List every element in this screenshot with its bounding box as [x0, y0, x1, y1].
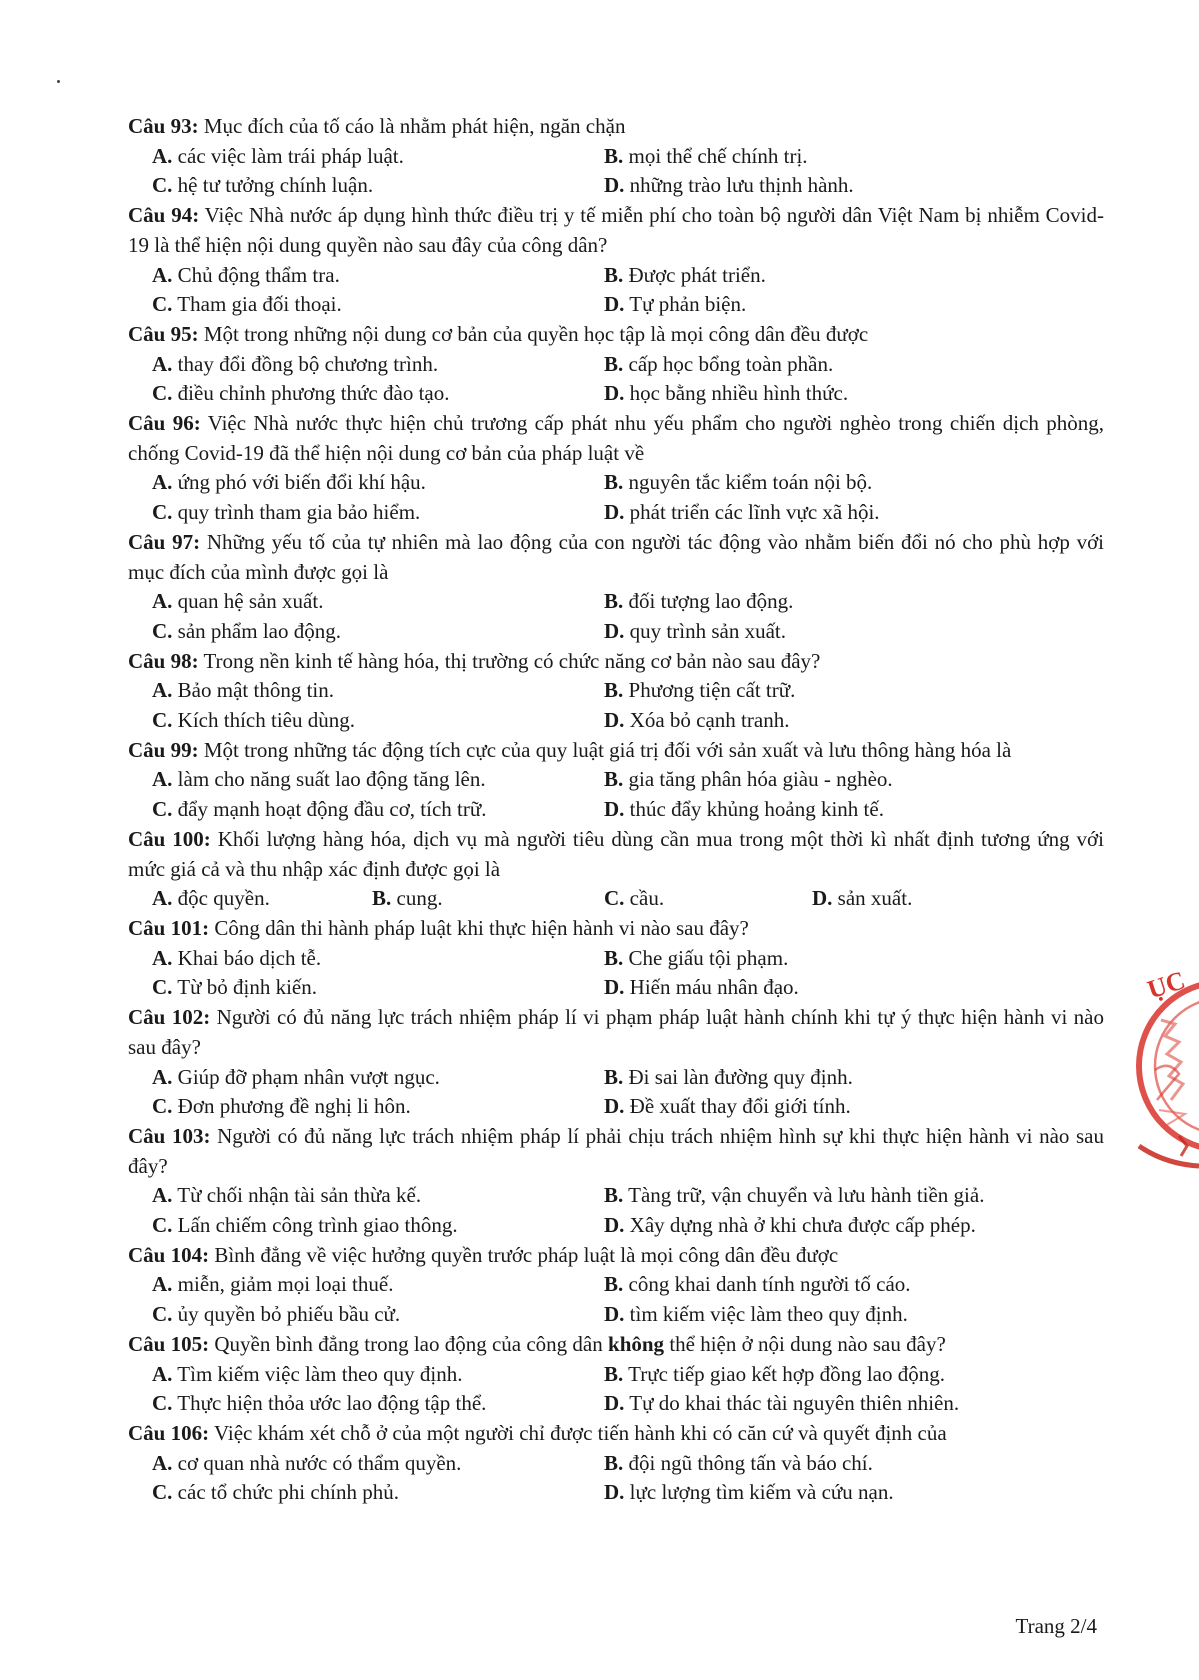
answer-option — [152, 765, 604, 795]
answer-option — [152, 498, 604, 528]
answer-option — [152, 1211, 604, 1241]
option-letter: C. — [152, 618, 173, 643]
option-letter: D. — [604, 797, 625, 822]
option-text: thúc đẩy khủng hoảng kinh tế. — [629, 797, 884, 822]
option-text: cầu. — [629, 886, 665, 911]
option-text: cấp học bổng toàn phần. — [628, 351, 834, 376]
option-letter: C. — [604, 886, 625, 911]
option-text: Khai báo dịch tễ. — [177, 945, 322, 970]
answer-option — [152, 1389, 604, 1419]
option-letter: C. — [152, 292, 173, 317]
answer-options — [128, 1270, 1104, 1329]
option-letter: D. — [604, 1094, 625, 1119]
answer-options — [128, 1063, 1104, 1122]
option-letter: A. — [152, 886, 173, 911]
question-stem — [128, 1419, 1104, 1449]
answer-option — [372, 884, 604, 914]
option-text: Thực hiện thỏa ước lao động tập thể. — [177, 1391, 487, 1416]
question-text: Người có đủ năng lực trách nhiệm pháp lí vi phạm pháp luật hành chính khi tự ý thực hiện hành vi nào sau đây? — [128, 1005, 1104, 1059]
option-text: Phương tiện cất trữ. — [628, 678, 796, 703]
answer-option — [152, 706, 604, 736]
option-letter: B. — [604, 1272, 624, 1297]
option-letter: D. — [604, 1213, 625, 1238]
option-text: ủy quyền bỏ phiếu bầu cử. — [177, 1302, 401, 1327]
answer-option — [152, 468, 604, 498]
answer-option — [604, 587, 1056, 617]
option-text: đẩy mạnh hoạt động đầu cơ, tích trữ. — [177, 797, 487, 822]
answer-option — [152, 795, 604, 825]
scan-speck — [57, 80, 60, 83]
option-text: các tổ chức phi chính phủ. — [177, 1480, 399, 1505]
option-letter: A. — [152, 945, 173, 970]
question-block — [128, 320, 1104, 409]
option-letter: D. — [604, 1480, 625, 1505]
question-text: Mục đích của tố cáo là nhằm phát hiện, ngăn chặn — [203, 114, 626, 138]
question-keyword: không — [608, 1331, 665, 1356]
question-stem — [128, 825, 1104, 884]
answer-options — [128, 1360, 1104, 1419]
answer-option — [152, 290, 604, 320]
answer-option — [604, 884, 812, 914]
answer-option — [604, 795, 1056, 825]
option-letter: A. — [152, 143, 173, 168]
question-block — [128, 914, 1104, 1003]
option-letter: B. — [604, 1361, 624, 1386]
answer-option — [604, 468, 1056, 498]
answer-option — [152, 1270, 604, 1300]
question-sheet — [128, 112, 1104, 1508]
answer-option — [604, 261, 1056, 291]
question-block — [128, 1122, 1104, 1241]
answer-options — [128, 468, 1104, 527]
option-letter: D. — [604, 292, 625, 317]
option-letter: C. — [152, 381, 173, 406]
option-text: quy trình tham gia bảo hiểm. — [177, 500, 421, 525]
option-letter: D. — [604, 708, 625, 733]
answer-option — [152, 1478, 604, 1508]
answer-option — [152, 1181, 604, 1211]
question-stem — [128, 1330, 1104, 1360]
option-text: Bảo mật thông tin. — [177, 678, 334, 703]
option-text: những trào lưu thịnh hành. — [629, 173, 854, 198]
option-letter: A. — [152, 470, 173, 495]
answer-options — [128, 884, 1104, 914]
question-stem — [128, 201, 1104, 260]
question-block — [128, 112, 1104, 201]
option-text: Hiến máu nhân đạo. — [629, 975, 799, 1000]
option-letter: B. — [604, 1064, 624, 1089]
answer-option — [152, 142, 604, 172]
option-text: Xây dựng nhà ở khi chưa được cấp phép. — [629, 1213, 976, 1238]
question-text: Khối lượng hàng hóa, dịch vụ mà người tiêu dùng cần mua trong một thời kì nhất định tương ứng với mức giá cả và thu nhập xác định được gọi là — [128, 826, 1104, 881]
question-text: Những yếu tố của tự nhiên mà lao động của con người tác động vào nhằm biến đổi nó cho phù hợp với mục đích của mình được gọi là — [128, 529, 1105, 584]
question-text: Việc Nhà nước áp dụng hình thức điều trị y tế miễn phí cho toàn bộ người dân Việt Nam bị nhiễm Covid-19 là thể hiện nội dung quyền nào sau đây của công dân? — [128, 203, 1104, 257]
option-letter: B. — [604, 143, 624, 168]
question-block — [128, 201, 1104, 320]
option-letter: D. — [604, 1302, 625, 1327]
answer-option — [604, 765, 1056, 795]
question-number: Câu 101: — [128, 915, 210, 940]
question-block — [128, 528, 1104, 647]
answer-option — [604, 498, 1056, 528]
answer-option — [152, 617, 604, 647]
option-letter: B. — [604, 1183, 624, 1208]
option-text: gia tăng phân hóa giàu - nghèo. — [628, 767, 893, 792]
question-stem — [128, 1003, 1104, 1062]
option-letter: D. — [604, 1391, 625, 1416]
option-text: quan hệ sản xuất. — [177, 589, 324, 614]
question-text: Một trong những nội dung cơ bản của quyền học tập là mọi công dân đều được — [203, 321, 869, 346]
question-number: Câu 97: — [128, 529, 201, 554]
answer-option — [152, 1449, 604, 1479]
answer-option — [152, 944, 604, 974]
option-text: Lấn chiếm công trình giao thông. — [177, 1213, 458, 1238]
question-text: Bình đẳng về việc hưởng quyền trước pháp luật là mọi công dân đều được — [214, 1242, 839, 1267]
answer-option — [604, 1389, 1056, 1419]
option-letter: C. — [152, 1094, 173, 1119]
option-letter: A. — [152, 678, 173, 703]
option-text: phát triển các lĩnh vực xã hội. — [629, 500, 880, 525]
answer-option — [604, 1181, 1056, 1211]
option-text: cung. — [396, 886, 443, 911]
answer-option — [604, 290, 1056, 320]
option-text: Chủ động thẩm tra. — [177, 262, 340, 287]
question-stem — [128, 320, 1104, 350]
question-number: Câu 100: — [128, 826, 211, 851]
option-letter: A. — [152, 1272, 173, 1297]
option-text: cơ quan nhà nước có thẩm quyền. — [177, 1450, 462, 1475]
question-number: Câu 96: — [128, 411, 201, 436]
option-letter: A. — [152, 1450, 173, 1475]
option-text: làm cho năng suất lao động tăng lên. — [177, 767, 486, 792]
option-text: Tự phản biện. — [629, 292, 747, 317]
option-text: đội ngũ thông tấn và báo chí. — [628, 1450, 873, 1475]
option-text: sản phẩm lao động. — [177, 618, 341, 643]
question-number: Câu 98: — [128, 648, 199, 673]
answer-option — [604, 379, 1056, 409]
answer-option — [152, 350, 604, 380]
option-text: các việc làm trái pháp luật. — [177, 143, 404, 168]
option-text: lực lượng tìm kiếm và cứu nạn. — [629, 1480, 894, 1505]
option-letter: C. — [152, 173, 173, 198]
answer-option — [604, 973, 1056, 1003]
answer-options — [128, 350, 1104, 409]
question-text: Công dân thi hành pháp luật khi thực hiện hành vi nào sau đây? — [214, 915, 749, 940]
option-text: Xóa bỏ cạnh tranh. — [629, 708, 790, 733]
question-number: Câu 104: — [128, 1242, 210, 1267]
option-letter: B. — [604, 470, 624, 495]
option-text: nguyên tắc kiểm toán nội bộ. — [628, 470, 873, 495]
answer-option — [812, 884, 1012, 914]
answer-option — [604, 676, 1056, 706]
question-number: Câu 94: — [128, 203, 200, 228]
option-letter: D. — [604, 173, 625, 198]
answer-option — [152, 379, 604, 409]
option-text: độc quyền. — [177, 886, 270, 911]
option-text: ứng phó với biến đổi khí hậu. — [177, 470, 426, 495]
option-letter: C. — [152, 797, 173, 822]
option-letter: A. — [152, 1064, 173, 1089]
option-letter: A. — [152, 262, 173, 287]
answer-option — [604, 1300, 1056, 1330]
question-block — [128, 825, 1104, 914]
answer-option — [604, 1211, 1056, 1241]
question-number: Câu 93: — [128, 114, 199, 138]
question-text: Việc Nhà nước thực hiện chủ trương cấp phát nhu yếu phẩm cho người nghèo trong chiến dịch phòng, chống Covid-19 đã thể hiện nội dung cơ bản của pháp luật về — [128, 411, 1105, 465]
question-block — [128, 647, 1104, 736]
option-letter: C. — [152, 1302, 173, 1327]
option-letter: A. — [152, 351, 173, 376]
option-letter: B. — [372, 886, 392, 911]
question-number: Câu 102: — [128, 1005, 211, 1030]
question-block — [128, 1241, 1104, 1330]
option-letter: A. — [152, 1183, 173, 1208]
option-text: Tham gia đối thoại. — [177, 292, 342, 317]
option-text: mọi thể chế chính trị. — [628, 143, 808, 168]
answer-option — [152, 171, 604, 201]
option-letter: C. — [152, 975, 173, 1000]
option-letter: C. — [152, 500, 173, 525]
answer-option — [604, 350, 1056, 380]
answer-option — [152, 973, 604, 1003]
option-letter: C. — [152, 1391, 173, 1416]
option-letter: A. — [152, 767, 173, 792]
option-text: Tìm kiếm việc làm theo quy định. — [177, 1361, 463, 1386]
option-letter: D. — [604, 975, 625, 1000]
option-text: thay đổi đồng bộ chương trình. — [177, 351, 439, 376]
answer-option — [152, 1092, 604, 1122]
answer-option — [152, 676, 604, 706]
option-text: Từ chối nhận tài sản thừa kế. — [177, 1183, 422, 1208]
seal-icon — [1135, 950, 1199, 1182]
option-text: điều chỉnh phương thức đào tạo. — [177, 381, 450, 406]
option-text: hệ tư tưởng chính luận. — [177, 173, 374, 198]
option-letter: C. — [152, 1480, 173, 1505]
option-letter: B. — [604, 945, 624, 970]
answer-option — [152, 884, 372, 914]
option-text: sản xuất. — [837, 886, 913, 911]
question-block — [128, 1419, 1104, 1508]
answer-option — [604, 1063, 1056, 1093]
question-block — [128, 1003, 1104, 1122]
question-text: Trong nền kinh tế hàng hóa, thị trường có chức năng cơ bản nào sau đây? — [203, 648, 821, 673]
option-text: Tàng trữ, vận chuyển và lưu hành tiền giả. — [628, 1183, 985, 1208]
answer-option — [604, 617, 1056, 647]
question-text: Việc khám xét chỗ ở của một người chỉ được tiến hành khi có căn cứ và quyết định của — [213, 1420, 947, 1445]
option-text: Đơn phương đề nghị li hôn. — [177, 1094, 411, 1119]
option-letter: D. — [812, 886, 833, 911]
svg-text:ỤC: ỤC — [1143, 965, 1189, 1005]
option-text: Từ bỏ định kiến. — [177, 975, 317, 1000]
question-text: Người có đủ năng lực trách nhiệm pháp lí phải chịu trách nhiệm hình sự khi thực hiện hành vi nào sau đây? — [128, 1123, 1104, 1178]
question-stem — [128, 736, 1104, 766]
answer-options — [128, 261, 1104, 320]
answer-option — [152, 587, 604, 617]
option-letter: B. — [604, 767, 624, 792]
option-letter: C. — [152, 1213, 173, 1238]
answer-option — [604, 1449, 1056, 1479]
question-block — [128, 409, 1104, 528]
answer-option — [152, 1300, 604, 1330]
question-stem — [128, 647, 1104, 677]
option-text: quy trình sản xuất. — [629, 618, 786, 643]
answer-option — [604, 944, 1056, 974]
option-text: Đề xuất thay đổi giới tính. — [629, 1094, 851, 1119]
option-letter: D. — [604, 381, 625, 406]
option-letter: B. — [604, 678, 624, 703]
answer-option — [152, 261, 604, 291]
option-text: Giúp đỡ phạm nhân vượt ngục. — [177, 1064, 440, 1089]
red-seal-stamp — [1135, 950, 1199, 1182]
question-number: Câu 103: — [128, 1123, 211, 1148]
option-text: đối tượng lao động. — [628, 589, 794, 614]
question-stem — [128, 1122, 1104, 1181]
answer-options — [128, 765, 1104, 824]
answer-options — [128, 944, 1104, 1003]
question-block — [128, 1330, 1104, 1419]
question-stem — [128, 914, 1104, 944]
option-text: Kích thích tiêu dùng. — [177, 708, 355, 733]
option-text: Được phát triển. — [628, 262, 766, 287]
answer-options — [128, 676, 1104, 735]
option-letter: B. — [604, 262, 624, 287]
option-letter: D. — [604, 500, 625, 525]
option-text: Tự do khai thác tài nguyên thiên nhiên. — [629, 1391, 960, 1416]
option-letter: D. — [604, 618, 625, 643]
answer-option — [152, 1360, 604, 1390]
question-text: Quyền bình đẳng trong lao động của công dân — [214, 1331, 609, 1356]
question-number: Câu 99: — [128, 737, 199, 762]
question-text: thể hiện ở nội dung nào sau đây? — [664, 1331, 946, 1356]
question-stem — [128, 528, 1104, 587]
answer-option — [604, 706, 1056, 736]
answer-options — [128, 142, 1104, 201]
answer-option — [604, 171, 1056, 201]
question-block — [128, 736, 1104, 825]
question-stem — [128, 1241, 1104, 1271]
option-text: công khai danh tính người tố cáo. — [628, 1272, 911, 1297]
option-text: học bằng nhiều hình thức. — [629, 381, 849, 406]
question-number: Câu 105: — [128, 1331, 210, 1356]
answer-option — [604, 1092, 1056, 1122]
question-number: Câu 106: — [128, 1420, 210, 1445]
option-letter: B. — [604, 351, 624, 376]
answer-option — [604, 1478, 1056, 1508]
option-letter: B. — [604, 589, 624, 614]
answer-option — [604, 1270, 1056, 1300]
page-number: Trang 2/4 — [1015, 1614, 1097, 1638]
answer-option — [604, 1360, 1056, 1390]
answer-options — [128, 1449, 1104, 1508]
option-text: tìm kiếm việc làm theo quy định. — [629, 1302, 908, 1327]
question-number: Câu 95: — [128, 321, 199, 346]
option-letter: B. — [604, 1450, 624, 1475]
option-text: Đi sai làn đường quy định. — [628, 1064, 853, 1089]
question-stem — [128, 409, 1104, 468]
option-letter: C. — [152, 708, 173, 733]
question-text: Một trong những tác động tích cực của quy luật giá trị đối với sản xuất và lưu thông hàng hóa là — [203, 737, 1012, 762]
question-stem — [128, 112, 1104, 142]
option-letter: A. — [152, 589, 173, 614]
option-letter: A. — [152, 1361, 173, 1386]
answer-option — [152, 1063, 604, 1093]
answer-options — [128, 1181, 1104, 1240]
option-text: Che giấu tội phạm. — [628, 945, 789, 970]
answer-options — [128, 587, 1104, 646]
option-text: miễn, giảm mọi loại thuế. — [177, 1272, 394, 1297]
answer-option — [604, 142, 1056, 172]
option-text: Trực tiếp giao kết hợp đồng lao động. — [628, 1361, 945, 1386]
